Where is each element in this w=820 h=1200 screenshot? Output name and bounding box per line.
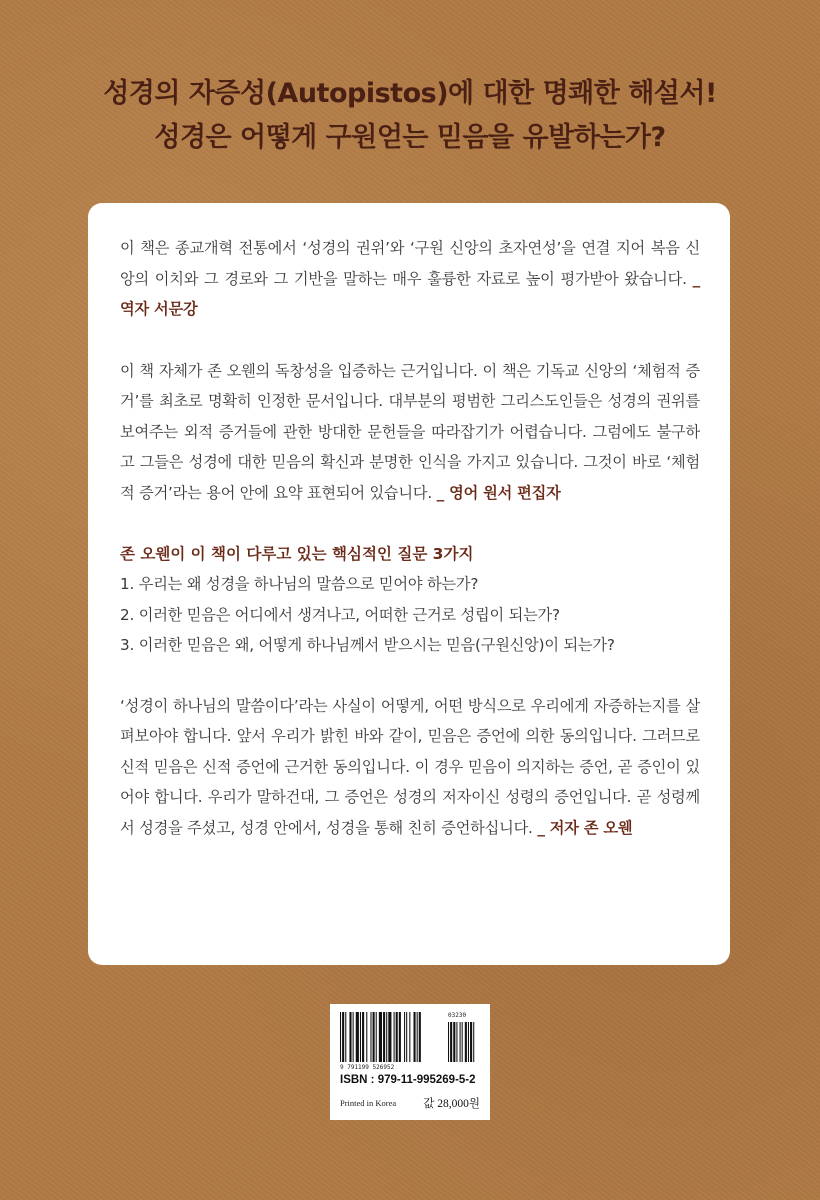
addon-stripe <box>473 1022 474 1062</box>
endorsement-translator <box>120 233 700 325</box>
addon-stripe <box>450 1022 452 1062</box>
barcode-stripe <box>373 1012 375 1062</box>
barcode-addon: 03230 <box>448 1012 467 1019</box>
endorsement-editor <box>120 356 700 509</box>
barcode-stripe <box>419 1012 421 1062</box>
barcode-digits: 9 791199 526952 <box>340 1064 395 1071</box>
barcode-stripe <box>345 1012 346 1062</box>
barcode-stripe <box>379 1012 382 1062</box>
endorsement-text: 이 책 자체가 존 오웬의 독창성을 입증하는 근거입니다. 이 책은 기독교 신앙의 ‘체험적 증거’를 최초로 명확히 인정한 문서입니다. 대부분의 평범한 그리스도인들은 성경의 권위를 보여주는 외적 증거들에 관한 방대한 문헌들을 따라잡기가 어렵습니다. 그럼에도 불구하고 그들은 성경에 대한 믿음의 확신과 분명한 인식을 가지고 있습니다. 그것이 바로 ‘체험적 증거’라는 용어 안에 요약 표현되어 있습니다. <box>120 361 700 502</box>
barcode-stripe <box>409 1012 410 1062</box>
addon-stripe <box>468 1022 469 1062</box>
addon-stripe <box>470 1022 472 1062</box>
addon-stripe <box>465 1022 467 1062</box>
questions-title: 존 오웬이 이 책이 다루고 있는 핵심적인 질문 3가지 <box>120 545 474 563</box>
price: 값 28,000원 <box>423 1098 480 1110</box>
barcode-stripe <box>349 1012 351 1062</box>
addon-stripe <box>456 1022 457 1062</box>
headline-line-1: 성경의 자증성(Autopistos)에 대한 명쾌한 해설서! <box>103 78 717 109</box>
barcode-stripe <box>356 1012 359 1062</box>
attribution-translator: _ 역자 서문강 <box>120 269 700 318</box>
endorsement-card <box>88 203 730 965</box>
headline <box>0 72 820 160</box>
addon-stripe <box>460 1022 461 1062</box>
author-quote <box>120 691 700 844</box>
barcode-stripe <box>360 1012 361 1062</box>
addon-stripe <box>448 1022 449 1062</box>
barcode-stripe <box>386 1012 387 1062</box>
endorsement-text: 이 책은 종교개혁 전통에서 ‘성경의 권위’와 ‘구원 신앙의 초자연성’을 연결 지어 복음 신앙의 이치와 그 경로와 그 기반을 말하는 매우 훌륭한 자료로 높이 평가받아 왔습니다. <box>120 239 700 288</box>
barcode-stripe <box>396 1012 398 1062</box>
barcode-stripe <box>342 1012 344 1062</box>
barcode-stripe <box>404 1012 405 1062</box>
quote-text: ‘성경이 하나님의 말씀이다’라는 사실이 어떻게, 어떤 방식으로 우리에게 자증하는지를 살펴보아야 합니다. 앞서 우리가 밝힌 바와 같이, 믿음은 증언에 의한 동의입니다. 그러므로 신적 믿음은 신적 증언에 근거한 동의입니다. 이 경우 믿음이 의지하는 증언, 곧 증인이 있어야 합니다. 우리가 말하건대, 그 증언은 성경의 저자이신 성령의 증언입니다. 곧 성령께서 성경을 주셨고, 성경 안에서, 성경을 통해 친히 증언하십니다. <box>120 696 700 837</box>
isbn-number: ISBN : 979-11-995269-5-2 <box>340 1074 476 1086</box>
barcode-bars <box>340 1012 480 1070</box>
question-item: 3. 이러한 믿음은 왜, 어떻게 하나님께서 받으시는 믿음(구원신앙)이 되는가? <box>120 636 615 654</box>
question-item: 1. 우리는 왜 성경을 하나님의 말씀으로 믿어야 하는가? <box>120 575 479 593</box>
question-item: 2. 이러한 믿음은 어디에서 생겨나고, 어떠한 근거로 성립이 되는가? <box>120 605 560 624</box>
barcode-stripe <box>414 1012 416 1062</box>
printed-in: Printed in Korea <box>340 1098 397 1108</box>
barcode-stripe <box>340 1012 341 1062</box>
barcode-stripe <box>353 1012 354 1062</box>
barcode-stripe <box>362 1012 364 1062</box>
addon-stripe <box>462 1022 463 1062</box>
attribution-author: _ 저자 존 오웬 <box>537 818 633 837</box>
addon-barcode <box>448 1022 474 1062</box>
addon-stripe <box>453 1022 455 1062</box>
barcode-box <box>330 1004 490 1120</box>
barcode-stripe <box>376 1012 377 1062</box>
barcode-stripe <box>370 1012 371 1062</box>
attribution-editor: _ 영어 원서 편집자 <box>436 483 561 502</box>
barcode-stripe <box>399 1012 401 1062</box>
barcode-stripe <box>366 1012 367 1062</box>
barcode-stripe <box>383 1012 385 1062</box>
barcode-stripe <box>417 1012 418 1062</box>
headline-line-2: 성경은 어떻게 구원얻는 믿음을 유발하는가? <box>154 122 666 153</box>
barcode-stripe <box>394 1012 395 1062</box>
barcode-stripe <box>388 1012 391 1062</box>
main-barcode <box>340 1012 421 1062</box>
barcode-stripe <box>406 1012 407 1062</box>
